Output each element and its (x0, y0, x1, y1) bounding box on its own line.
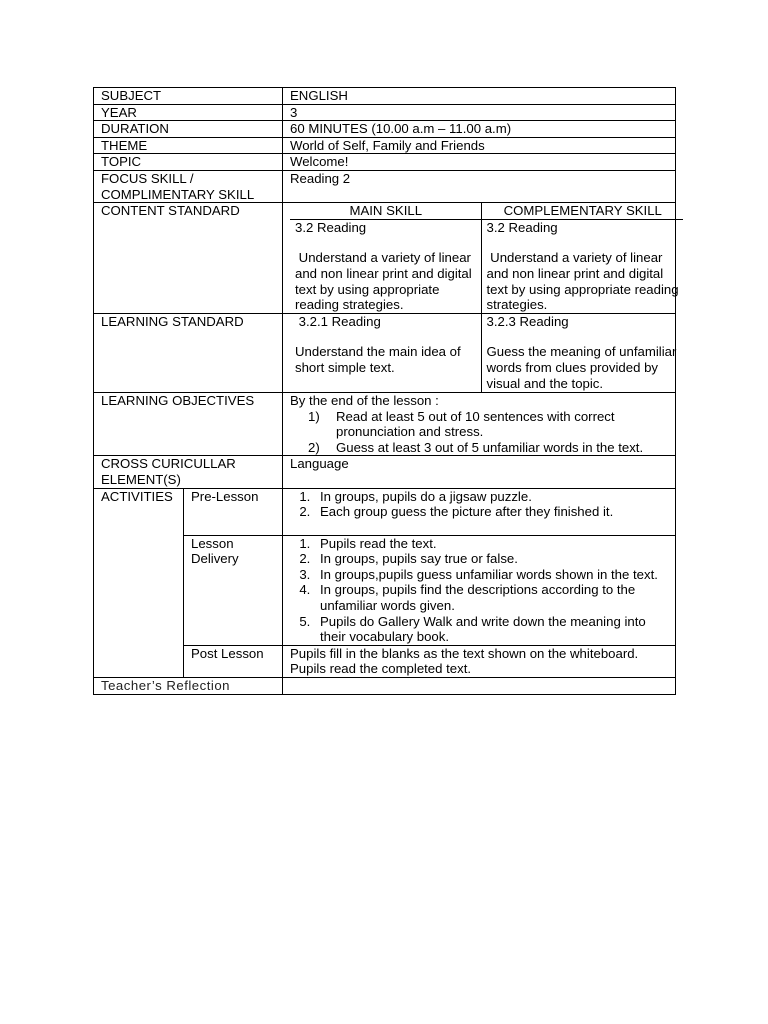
topic-label: TOPIC (94, 154, 283, 171)
list-item: 1. Pupils read the text. (314, 536, 671, 552)
pre-lesson-list (290, 489, 671, 520)
row-focus-skill (94, 170, 676, 202)
row-pre-lesson (94, 488, 676, 535)
row-duration (94, 121, 676, 138)
year-value: 3 (283, 104, 676, 121)
focus-skill-label (94, 170, 283, 202)
post-lesson-line1: Pupils fill in the blanks as the text shown on the whiteboard. (290, 645, 639, 661)
list-item: 5. Pupils do Gallery Walk and write down the meaning into their vocabulary book. (314, 614, 671, 645)
list-item: 3. In groups,pupils guess unfamiliar words shown in the text. (314, 567, 671, 583)
duration-label: DURATION (94, 121, 283, 138)
lesson-plan-table (93, 87, 683, 695)
row-learning-objectives (94, 393, 676, 456)
reflection-label: Teacher’s Reflection (94, 678, 283, 695)
reflection-value (283, 678, 676, 695)
content-comp-text: Understand a variety of linear and non linear print and digital text by using appropriate reading strategies. (486, 250, 683, 313)
content-standard-cell (283, 203, 683, 314)
learning-standard-inner (290, 314, 683, 392)
duration-value: 60 MINUTES (10.00 a.m – 11.00 a.m) (283, 121, 676, 138)
list-item: 1. In groups, pupils do a jigsaw puzzle. (314, 489, 671, 505)
lesson-delivery-value (283, 535, 676, 645)
learning-standard-body (290, 314, 683, 392)
content-main-code: 3.2 Reading (295, 219, 367, 235)
learning-standard-cell (283, 313, 676, 392)
focus-skill-value: Reading 2 (283, 170, 676, 202)
learning-objectives-value (283, 393, 676, 456)
learning-complementary (481, 314, 683, 392)
lesson-delivery-label-line2: Delivery (191, 551, 239, 567)
focus-skill-label-line2: COMPLIMENTARY SKILL (101, 186, 255, 202)
theme-label: THEME (94, 137, 283, 154)
learning-main-code: 3.2.1 Reading (295, 313, 381, 329)
row-topic (94, 154, 676, 171)
pre-lesson-value (283, 488, 676, 535)
learning-main-text: Understand the main idea of short simple text. (295, 344, 461, 375)
main-skill-header: MAIN SKILL (290, 203, 481, 219)
complementary-skill-header: COMPLEMENTARY SKILL (481, 203, 683, 219)
list-item (308, 409, 671, 440)
row-reflection (94, 678, 676, 695)
focus-skill-label-line1: FOCUS SKILL / (101, 170, 194, 186)
cross-curricular-label (94, 456, 283, 488)
content-main (290, 219, 481, 312)
objectives-intro: By the end of the lesson : (290, 393, 439, 409)
theme-value: World of Self, Family and Friends (283, 137, 676, 154)
learning-objectives-label: LEARNING OBJECTIVES (94, 393, 283, 456)
list-item: 2. Each group guess the picture after they finished it. (314, 504, 671, 520)
lesson-delivery-label-line1: Lesson (191, 535, 234, 551)
row-learning-standard (94, 313, 676, 392)
subject-value: ENGLISH (283, 88, 676, 105)
content-comp-code: 3.2 Reading (486, 219, 558, 235)
lesson-delivery-label (184, 535, 283, 645)
content-standard-inner (290, 203, 683, 313)
objective-text: Read at least 5 out of 10 sentences with correct pronunciation and stress. (336, 408, 615, 440)
content-standard-label: CONTENT STANDARD (94, 203, 283, 314)
post-lesson-value (283, 645, 676, 677)
list-item: 2. In groups, pupils say true or false. (314, 551, 671, 567)
subject-label: SUBJECT (94, 88, 283, 105)
row-subject (94, 88, 676, 105)
row-cross-curricular (94, 456, 676, 488)
post-lesson-line2: Pupils read the completed text. (290, 661, 472, 677)
lesson-delivery-list (290, 536, 671, 645)
learning-main (290, 314, 481, 392)
cross-curricular-label-line1: CROSS CURICULLAR (101, 456, 236, 472)
content-complementary (481, 219, 683, 312)
objective-number: 2) (308, 439, 320, 455)
topic-value: Welcome! (283, 154, 676, 171)
activities-label: ACTIVITIES (94, 488, 184, 677)
objective-text: Guess at least 3 out of 5 unfamiliar words in the text. (336, 439, 644, 455)
pre-lesson-label: Pre-Lesson (184, 488, 283, 535)
skill-header-row (290, 203, 683, 219)
post-lesson-label: Post Lesson (184, 645, 283, 677)
learning-standard-label: LEARNING STANDARD (94, 313, 283, 392)
objectives-list (290, 409, 671, 456)
objective-number: 1) (308, 408, 320, 424)
row-year (94, 104, 676, 121)
list-item (308, 440, 671, 456)
list-item: 4. In groups, pupils find the descriptions according to the unfamiliar words given. (314, 582, 671, 613)
cross-curricular-value: Language (283, 456, 676, 488)
content-standard-body (290, 219, 683, 312)
year-label: YEAR (94, 104, 283, 121)
learning-comp-code: 3.2.3 Reading (486, 313, 569, 329)
learning-comp-text: Guess the meaning of unfamiliar words from clues provided by visual and the topic. (486, 344, 677, 391)
row-theme (94, 137, 676, 154)
content-main-text: Understand a variety of linear and non linear print and digital text by using appropriate reading strategies. (295, 250, 476, 313)
row-content-standard (94, 203, 676, 314)
cross-curricular-label-line2: ELEMENT(S) (101, 472, 181, 488)
